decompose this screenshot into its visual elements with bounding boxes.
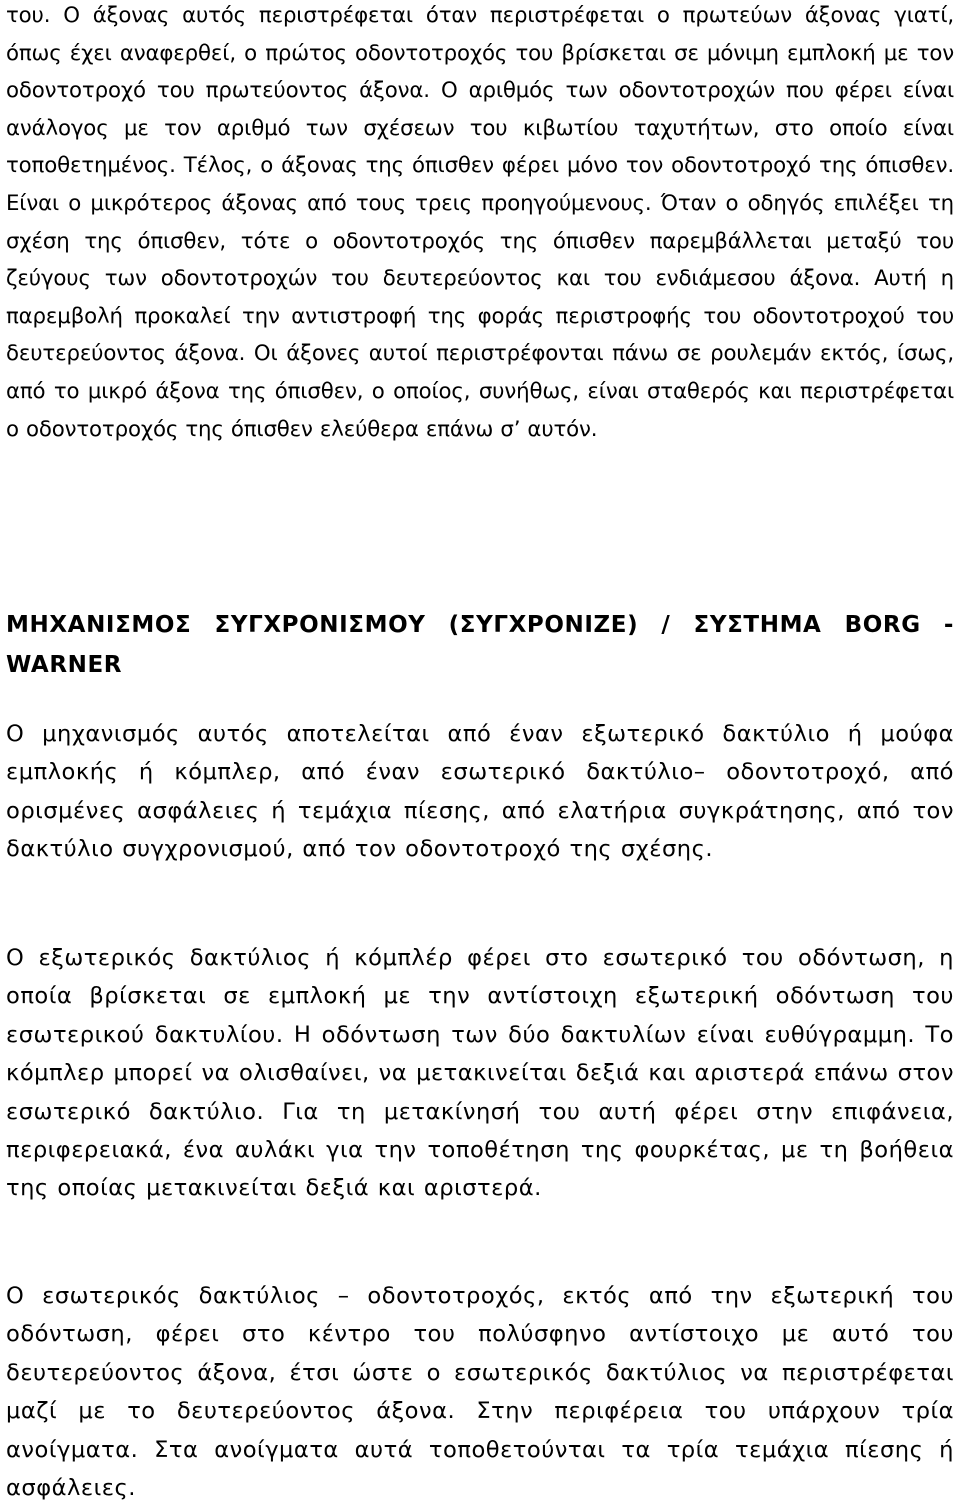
body-paragraph-3: Ο εσωτερικός δακτύλιος – οδοντοτροχός, εκτός από την εξωτερική του οδόντωση, φέρει στο κέντρο του πολύσφηνο αντίστοιχο με αυτό του δευτερεύοντος άξονα, έτσι ώστε ο εσωτερικός δακτύλιος να περιστρέφεται μαζί με το δευτερεύοντος άξονα. Στην περιφέρεια του υπάρχουν τρία ανοίγματα. Στα ανοίγματα αυτά τοποθετούνται τα τρία τεμάχια πίεσης ή ασφάλειες. [6, 1283, 954, 1502]
body-paragraph-2: Ο εξωτερικός δακτύλιος ή κόμπλέρ φέρει στο εσωτερικό του οδόντωση, η οποία βρίσκεται σε εμπλοκή με την αντίστοιχη εξωτερική οδόντωση του εσωτερικού δακτυλίου. Η οδόντωση των δύο δακτυλίων είναι ευθύγραμμη. Το κόμπλερ μπορεί να ολισθαίνει, να μετακινείται δεξιά και αριστερά επάνω στον εσωτερικό δακτύλιο. Για τη μετακίνησή του αυτή φέρει στην επιφάνεια, περιφερειακά, ένα αυλάκι για την τοποθέτηση της φουρκέτας, με τη βοήθεια της οποίας μετακινείται δεξιά και αριστερά. [6, 945, 954, 1202]
section-heading: ΜΗΧΑΝΙΣΜΟΣ ΣΥΓΧΡΟΝΙΣΜΟΥ (ΣΥΓΧΡΟΝΙΖΕ) / ΣΥΣΤΗΜΑ BORG - WARNER [6, 612, 954, 678]
intro-paragraph: του. Ο άξονας αυτός περιστρέφεται όταν περιστρέφεται ο πρωτεύων άξονας γιατί, όπως έχει αναφερθεί, ο πρώτος οδοντοτροχός του βρίσκεται σε μόνιμη εμπλοκή με τον οδοντοτροχό του πρωτεύοντος άξονα. Ο αριθμός των οδοντοτροχών που φέρει είναι ανάλογος με τον αριθμό των σχέσεων του κιβωτίου ταχυτήτων, στο οποίο είναι τοποθετημένος. Τέλος, ο άξονας της όπισθεν φέρει μόνο τον οδοντοτροχό της όπισθεν. Είναι ο μικρότερος άξονας από τους τρεις προηγούμενους. Όταν ο οδηγός επιλέξει τη σχέση της όπισθεν, τότε ο οδοντοτροχός της όπισθεν παρεμβάλλεται μεταξύ του ζεύγους των οδοντοτροχών του δευτερεύοντος και του ενδιάμεσου άξονα. Αυτή η παρεμβολή προκαλεί την αντιστροφή της φοράς περιστροφής του οδοντοτροχού του δευτερεύοντος άξονα. Οι άξονες αυτοί περιστρέφονται πάνω σε ρουλεμάν εκτός, ίσως, από το μικρό άξονα της όπισθεν, ο οποίος, συνήθως, είναι σταθερός και περιστρέφεται ο οδοντοτροχός της όπισθεν ελεύθερα επάνω σ’ αυτόν. [6, 3, 954, 442]
body-paragraph-1: Ο μηχανισμός αυτός αποτελείται από έναν εξωτερικό δακτύλιο ή μούφα εμπλοκής ή κόμπλερ, από έναν εσωτερικό δακτύλιο– οδοντοτροχό, από ορισμένες ασφάλειες ή τεμάχια πίεσης, από ελατήρια συγκράτησης, από τον δακτύλιο συγχρονισμού, από τον οδοντοτροχό της σχέσης. [6, 721, 954, 863]
document-page [6, 0, 954, 1510]
